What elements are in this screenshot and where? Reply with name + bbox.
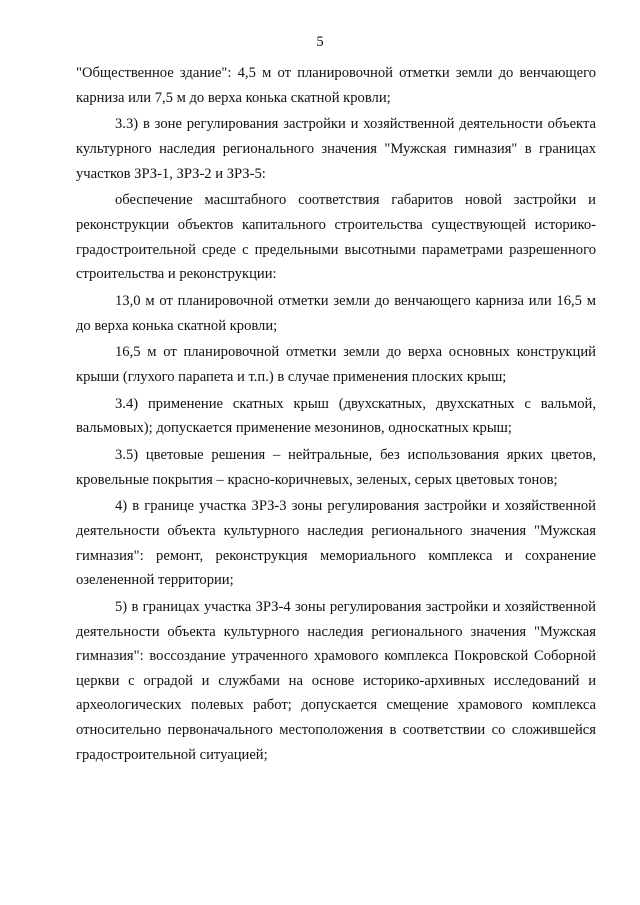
paragraph-height-16-5m-flat-roof: 16,5 м от планировочной отметки земли до верха основных конструкций крыши (глухого парапета и т.п.) в случае применения плоских крыш;: [76, 344, 596, 385]
document-body: [76, 61, 596, 769]
paragraph-public-building-height: "Общественное здание": 4,5 м от планировочной отметки земли до венчающего карниза или 7,5 м до верха конька скатной кровли;: [76, 65, 596, 106]
paragraph-3-3-regulation-zone: 3.3) в зоне регулирования застройки и хозяйственной деятельности объекта культурного наследия регионального значения "Мужская гимназия" в границах участков ЗРЗ-1, ЗРЗ-2 и ЗРЗ-5:: [76, 116, 596, 182]
page-number: 5: [316, 34, 324, 50]
paragraph-height-13m: 13,0 м от планировочной отметки земли до венчающего карниза или 16,5 м до верха конька скатной кровли;: [76, 292, 596, 334]
paragraph-5-zrz-4: 5) в границах участка ЗРЗ-4 зоны регулирования застройки и хозяйственной деятельности объекта культурного наследия регионального значения "Мужская гимназия": воссоздание утраченного храмового комплекса Покровской Соборной церкви с оградой и службами на основе историко-архивных исследований и археологических полевых работ; допускается смещение храмового комплекса относительно первоначального местоположения в соответствии со сложившейся градостроительной ситуацией;: [76, 598, 596, 763]
paragraph-3-5-color-solutions: 3.5) цветовые решения – нейтральные, без использования ярких цветов, кровельные покрытия – красно-коричневых, зеленых, серых цветовых тонов;: [76, 447, 596, 488]
paragraph-3-4-pitched-roofs: 3.4) применение скатных крыш (двухскатных, двухскатных с вальмой, вальмовых); допускается применение мезонинов, односкатных крыш;: [76, 395, 596, 437]
paragraph-scale-conformity: обеспечение масштабного соответствия габаритов новой застройки и реконструкции объектов капитального строительства существующей историко-градостроительной среде с предельными высотными параметрами разрешенного строительства и реконструкции:: [76, 192, 596, 283]
paragraph-4-zrz-3: 4) в границе участка ЗРЗ-3 зоны регулирования застройки и хозяйственной деятельности объекта культурного наследия регионального значения "Мужская гимназия": ремонт, реконструкция мемориального комплекса и сохранение озелененной территории;: [76, 498, 596, 589]
